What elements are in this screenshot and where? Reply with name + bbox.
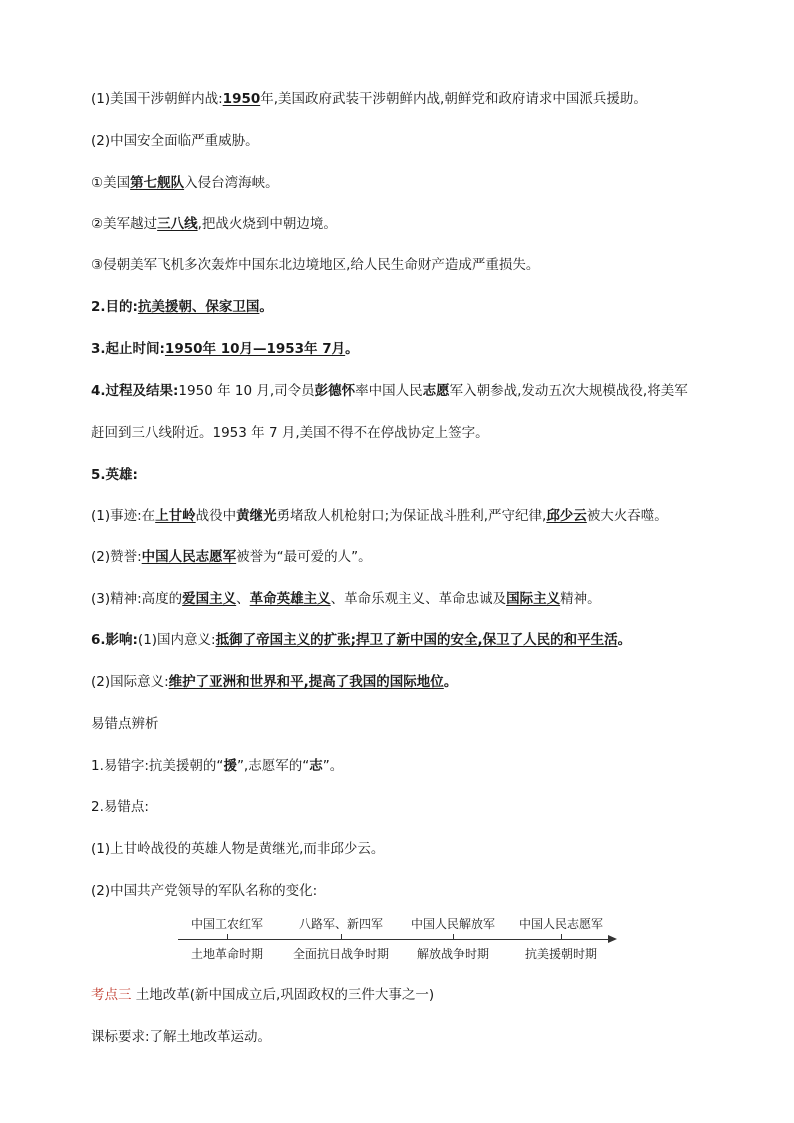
timeline-army-name: 中国人民志愿军: [518, 917, 604, 931]
text-line: [91, 174, 734, 192]
text-run: 年,美国政府武装干涉朝鲜内战,朝鲜党和政府请求中国派兵援助。: [260, 91, 647, 107]
timeline-arrow-icon: [608, 935, 617, 943]
timeline-tick: [227, 934, 228, 940]
timeline-army-name: 八路军、新四军: [298, 917, 384, 931]
text-line: [91, 757, 734, 775]
text-line: [91, 798, 734, 816]
key-term: 抗美援朝、保家卫国: [137, 299, 260, 315]
text-run: 1.易错字:抗美援朝的“: [91, 758, 224, 774]
text-line: [91, 715, 734, 733]
text-run: 被大火吞噬。: [586, 508, 668, 524]
text-run: 3.起止时间:: [91, 341, 165, 357]
text-line: [91, 882, 734, 900]
text-run: (3)精神:高度的: [91, 591, 183, 607]
key-term: 第七舰队: [130, 175, 185, 191]
text-run: 5.英雄:: [91, 467, 138, 483]
text-run: 精神。: [560, 591, 601, 607]
text-run: 黄继光: [236, 508, 277, 524]
timeline-tick: [341, 934, 342, 940]
text-run: 战役中: [195, 508, 237, 524]
key-term: 抵御了帝国主义的扩张;捍卫了新中国的安全,保卫了人民的和平生活: [215, 632, 618, 648]
text-run: 、革命乐观主义、革命忠诚及: [330, 591, 507, 607]
text-run: 入侵台湾海峡。: [184, 175, 279, 191]
text-line: [91, 298, 734, 316]
text-run: (1)美国干涉朝鲜内战:: [91, 91, 223, 107]
timeline-tick: [561, 934, 562, 940]
text-run: 土地改革(新中国成立后,巩固政权的三件大事之一): [131, 987, 435, 1003]
text-line: [91, 215, 734, 233]
text-run: 志: [309, 758, 323, 774]
section-label: 考点三: [91, 987, 132, 1003]
text-line: [91, 424, 734, 442]
key-term: 上甘岭: [155, 508, 196, 524]
timeline-period: 解放战争时期: [416, 947, 490, 961]
timeline-tick: [453, 934, 454, 940]
text-line: [91, 466, 734, 484]
text-line: [91, 673, 734, 691]
text-line: [91, 986, 734, 1004]
key-term: 中国人民志愿军: [141, 549, 237, 565]
text-run: (1)国内意义:: [137, 632, 216, 648]
text-run: ”,志愿军的“: [236, 758, 310, 774]
timeline-axis: [178, 939, 610, 940]
timeline-army-name: 中国工农红军: [190, 917, 264, 931]
text-run: 。: [617, 632, 632, 648]
text-run: 勇堵敌人机枪射口;为保证战斗胜利,严守纪律,: [276, 508, 547, 524]
text-line: [91, 340, 734, 358]
text-line: [91, 1028, 734, 1046]
text-run: 。: [345, 341, 359, 357]
text-line: [91, 548, 734, 566]
text-run: ,把战火烧到中朝边境。: [197, 216, 337, 232]
text-run: 6.影响:: [91, 632, 138, 648]
text-run: 彭德怀: [314, 383, 356, 399]
key-term: 爱国主义: [182, 591, 237, 607]
text-run: 、: [236, 591, 250, 607]
text-run: 被誉为“最可爱的人”。: [236, 549, 372, 565]
text-run: (1)上甘岭战役的英雄人物是黄继光,而非邱少云。: [91, 841, 385, 857]
key-term: 维护了亚洲和世界和平,提高了我国的国际地位: [168, 674, 444, 690]
text-line: [91, 590, 734, 608]
text-run: ”。: [322, 758, 344, 774]
timeline-period: 抗美援朝时期: [524, 947, 598, 961]
text-run: 2.易错点:: [91, 799, 149, 815]
text-run: 军入朝参战,发动五次大规模战役,将美军: [449, 383, 688, 399]
army-name-timeline: [178, 907, 618, 967]
text-run: 率中国人民: [355, 383, 423, 399]
key-term: 三八线: [157, 216, 198, 232]
text-run: (2)赞誉:: [91, 549, 142, 565]
text-run: 易错点辨析: [91, 716, 159, 732]
text-line: [91, 840, 734, 858]
text-run: 2.目的:: [91, 299, 138, 315]
text-run: 援: [223, 758, 237, 774]
text-line: [91, 382, 734, 400]
text-run: (1)事迹:在: [91, 508, 156, 524]
key-term: 1950年 10月—1953年 7月: [164, 341, 346, 357]
text-line: [91, 132, 734, 150]
timeline-period: 土地革命时期: [190, 947, 264, 961]
text-run: ③侵朝美军飞机多次轰炸中国东北边境地区,给人民生命财产造成严重损失。: [91, 257, 540, 273]
key-term: 邱少云: [546, 508, 587, 524]
timeline-army-name: 中国人民解放军: [410, 917, 496, 931]
text-line: [91, 631, 734, 649]
key-term: 革命英雄主义: [249, 591, 331, 607]
key-term: 1950: [222, 91, 261, 107]
text-run: 。: [443, 674, 458, 690]
text-run: ①美国: [91, 175, 131, 191]
text-run: (2)中国安全面临严重威胁。: [91, 133, 259, 149]
text-run: 课标要求:了解土地改革运动。: [91, 1029, 272, 1045]
text-line: [91, 90, 734, 108]
text-run: (2)中国共产党领导的军队名称的变化:: [91, 883, 318, 899]
text-run: 4.过程及结果:: [91, 383, 179, 399]
text-line: [91, 507, 734, 525]
text-run: (2)国际意义:: [91, 674, 169, 690]
text-run: 志愿: [422, 383, 450, 399]
text-run: 。: [259, 299, 273, 315]
text-run: ②美军越过: [91, 216, 158, 232]
text-line: [91, 256, 734, 274]
text-run: 1950 年 10 月,司令员: [178, 383, 315, 399]
timeline-period: 全面抗日战争时期: [292, 947, 390, 961]
text-run: 赶回到三八线附近。1953 年 7 月,美国不得不在停战协定上签字。: [91, 425, 489, 441]
key-term: 国际主义: [506, 591, 561, 607]
